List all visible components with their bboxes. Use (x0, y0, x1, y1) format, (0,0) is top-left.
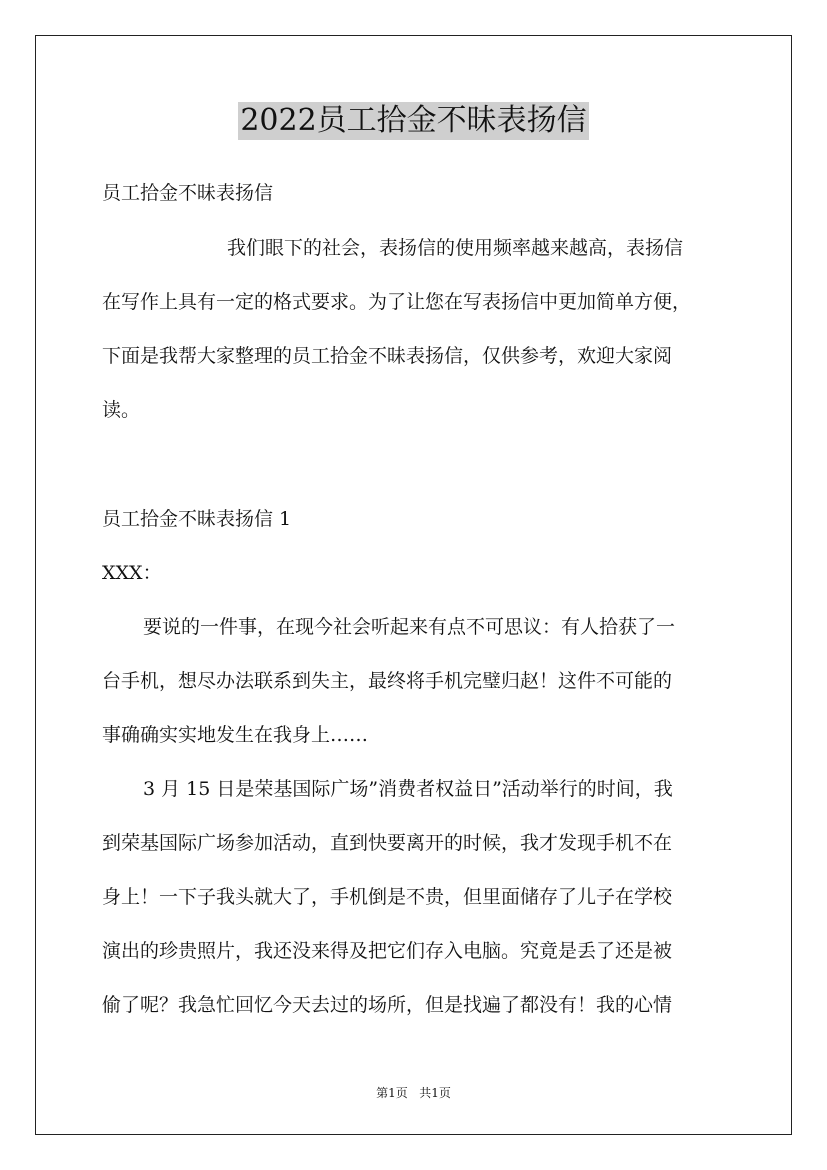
page-total: 共1页 (419, 1086, 451, 1100)
paragraph-line: 偷了呢？我急忙回忆今天去过的场所，但是找遍了都没有！我的心情 (102, 994, 673, 1016)
intro-line: 下面是我帮大家整理的员工拾金不昧表扬信，仅供参考，欢迎大家阅 (102, 345, 673, 367)
intro-line: 在写作上具有一定的格式要求。为了让您在写表扬信中更加简单方便， (102, 291, 692, 313)
title-container (0, 102, 827, 140)
paragraph-line: 演出的珍贵照片，我还没来得及把它们存入电脑。究竟是丢了还是被 (102, 940, 673, 962)
paragraph-line: 要说的一件事，在现今社会听起来有点不可思议：有人拾获了一 (143, 616, 676, 638)
intro-line: 我们眼下的社会，表扬信的使用频率越来越高，表扬信 (227, 237, 684, 259)
paragraph-line: 事确确实实地发生在我身上…… (102, 724, 369, 746)
salutation: XXX： (102, 562, 162, 584)
section-heading: 员工拾金不昧表扬信 1 (102, 508, 292, 530)
document-title: 2022员工拾金不昧表扬信 (240, 103, 587, 138)
intro-line: 读。 (102, 399, 141, 421)
paragraph-line: 到荣基国际广场参加活动，直到快要离开的时候，我才发现手机不在 (102, 832, 673, 854)
document-subtitle: 员工拾金不昧表扬信 (102, 182, 274, 204)
page-number: 第1页 (376, 1086, 408, 1100)
paragraph-line: 3 月 15 日是荣基国际广场”消费者权益日”活动举行的时间，我 (143, 778, 673, 800)
page-footer (0, 1085, 827, 1101)
paragraph-line: 身上！一下子我头就大了，手机倒是不贵，但里面储存了儿子在学校 (102, 886, 673, 908)
paragraph-line: 台手机，想尽办法联系到失主，最终将手机完璧归赵！这件不可能的 (102, 670, 673, 692)
